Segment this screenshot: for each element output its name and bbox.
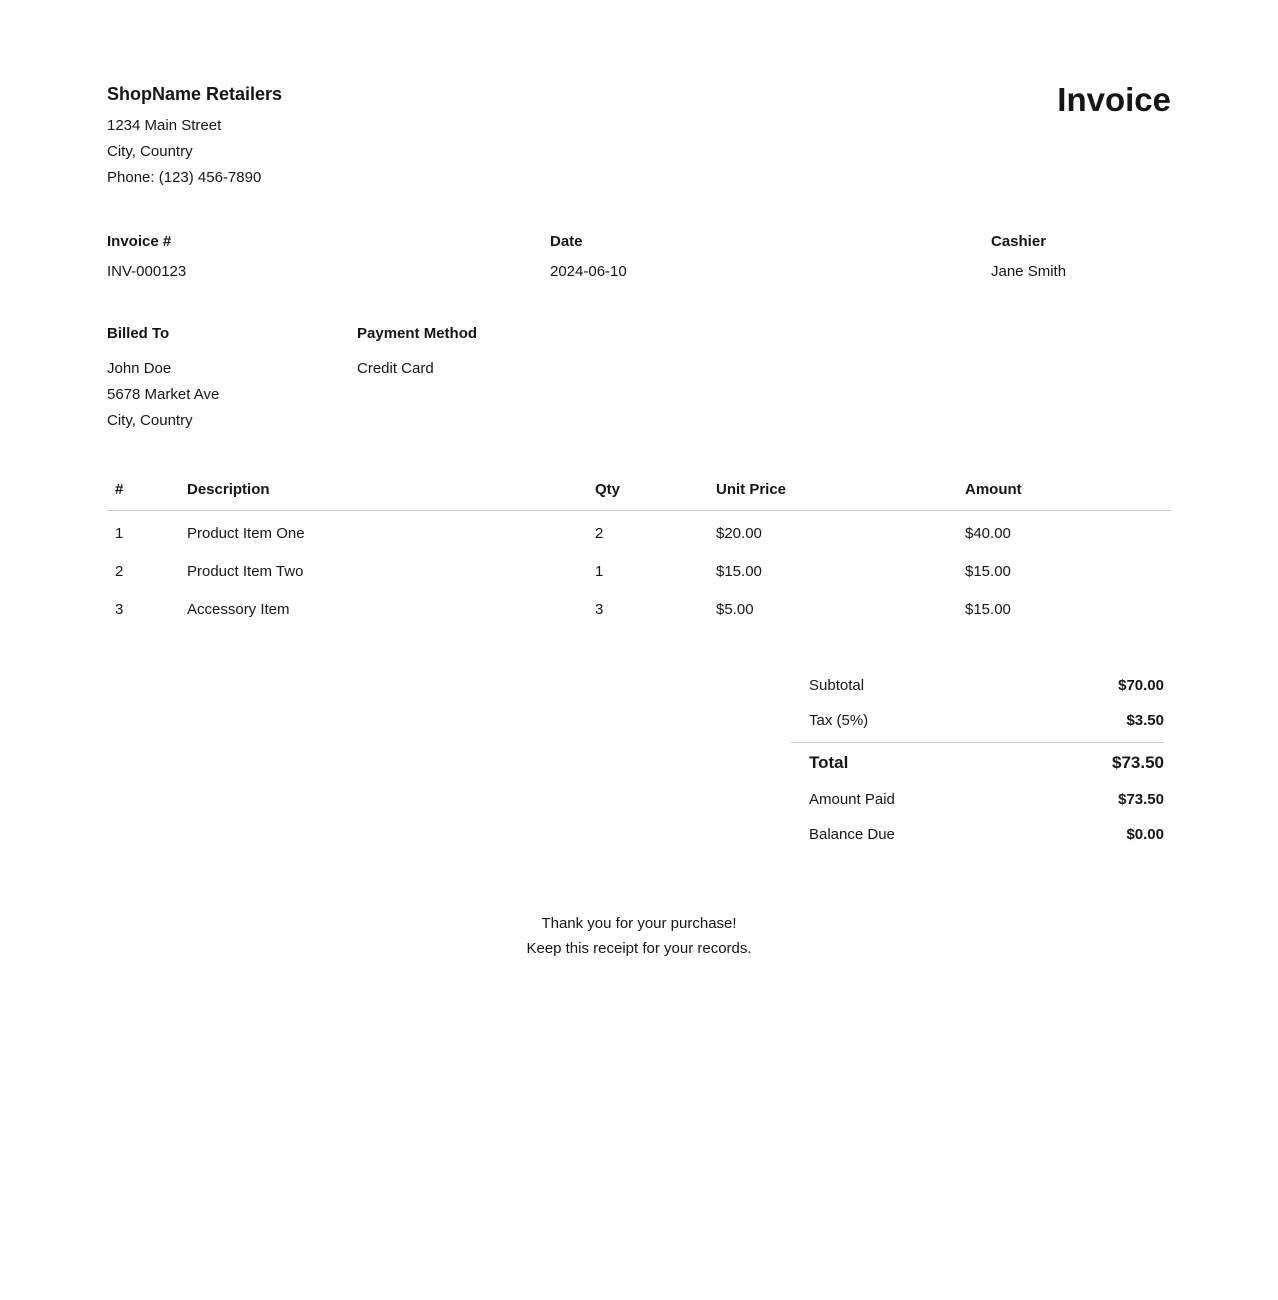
header-number: # — [107, 481, 187, 511]
total-row — [791, 743, 1164, 782]
header-description: Description — [187, 481, 595, 511]
item-amount: $15.00 — [965, 563, 1011, 580]
billing-section — [107, 324, 1171, 434]
item-unit-price: $5.00 — [716, 601, 754, 618]
item-description: Product Item One — [187, 525, 305, 542]
invoice-number-block — [107, 232, 550, 282]
footer-line-2: Keep this receipt for your records. — [526, 940, 752, 957]
amount-paid-value: $73.50 — [1118, 791, 1164, 808]
item-number: 3 — [115, 601, 124, 618]
invoice-number-label: Invoice # — [107, 233, 172, 250]
items-table-header — [107, 481, 1171, 511]
shop-address-line1: 1234 Main Street — [107, 117, 222, 134]
billed-to-label: Billed To — [107, 325, 170, 342]
item-amount: $15.00 — [965, 601, 1011, 618]
billed-to-block — [107, 324, 357, 434]
total-label: Total — [809, 753, 849, 772]
invoice-date-block — [550, 232, 991, 282]
invoice-meta-row — [107, 232, 1171, 282]
header-qty: Qty — [595, 481, 716, 511]
balance-due-label: Balance Due — [809, 826, 895, 843]
table-row — [107, 511, 1171, 553]
item-number: 2 — [115, 563, 124, 580]
tax-value: $3.50 — [1126, 712, 1164, 729]
invoice-header — [107, 82, 1171, 191]
amount-paid-row — [791, 782, 1164, 817]
item-description: Product Item Two — [187, 563, 304, 580]
item-number: 1 — [115, 525, 124, 542]
items-table — [107, 481, 1171, 628]
item-qty: 2 — [595, 525, 604, 542]
item-amount: $40.00 — [965, 525, 1011, 542]
shop-name: ShopName Retailers — [107, 84, 283, 104]
footer-message — [107, 911, 1171, 961]
cashier-label: Cashier — [991, 233, 1047, 250]
shop-phone: Phone: (123) 456-7890 — [107, 169, 262, 186]
billed-to-name: John Doe — [107, 360, 172, 377]
page-title: Invoice — [1057, 81, 1171, 118]
tax-label: Tax (5%) — [809, 712, 869, 729]
amount-paid-label: Amount Paid — [809, 791, 895, 808]
footer-line-1: Thank you for your purchase! — [541, 915, 737, 932]
invoice-date-value: 2024-06-10 — [550, 263, 627, 280]
balance-due-value: $0.00 — [1126, 826, 1164, 843]
cashier-block — [991, 232, 1171, 282]
billed-to-address-line2: City, Country — [107, 412, 193, 429]
subtotal-row — [791, 668, 1164, 703]
total-value: $73.50 — [1112, 753, 1164, 772]
subtotal-value: $70.00 — [1118, 677, 1164, 694]
billed-to-address-line1: 5678 Market Ave — [107, 386, 220, 403]
item-unit-price: $15.00 — [716, 563, 762, 580]
cashier-value: Jane Smith — [991, 263, 1067, 280]
tax-row — [791, 703, 1164, 738]
item-description: Accessory Item — [187, 601, 290, 618]
table-row — [107, 552, 1171, 590]
item-qty: 1 — [595, 563, 604, 580]
shop-info — [107, 82, 282, 191]
shop-address-line2: City, Country — [107, 143, 193, 160]
items-table-body — [107, 511, 1171, 629]
invoice-date-label: Date — [550, 233, 583, 250]
table-row — [107, 590, 1171, 628]
item-qty: 3 — [595, 601, 604, 618]
payment-method-block — [357, 324, 477, 434]
items-table-header-row — [107, 481, 1171, 511]
payment-method-label: Payment Method — [357, 325, 478, 342]
header-unit-price: Unit Price — [716, 481, 965, 511]
totals-section — [791, 668, 1164, 852]
payment-method-value: Credit Card — [357, 360, 434, 377]
invoice-number-value: INV-000123 — [107, 263, 187, 280]
item-unit-price: $20.00 — [716, 525, 762, 542]
subtotal-label: Subtotal — [809, 677, 865, 694]
balance-due-row — [791, 817, 1164, 852]
header-amount: Amount — [965, 481, 1171, 511]
